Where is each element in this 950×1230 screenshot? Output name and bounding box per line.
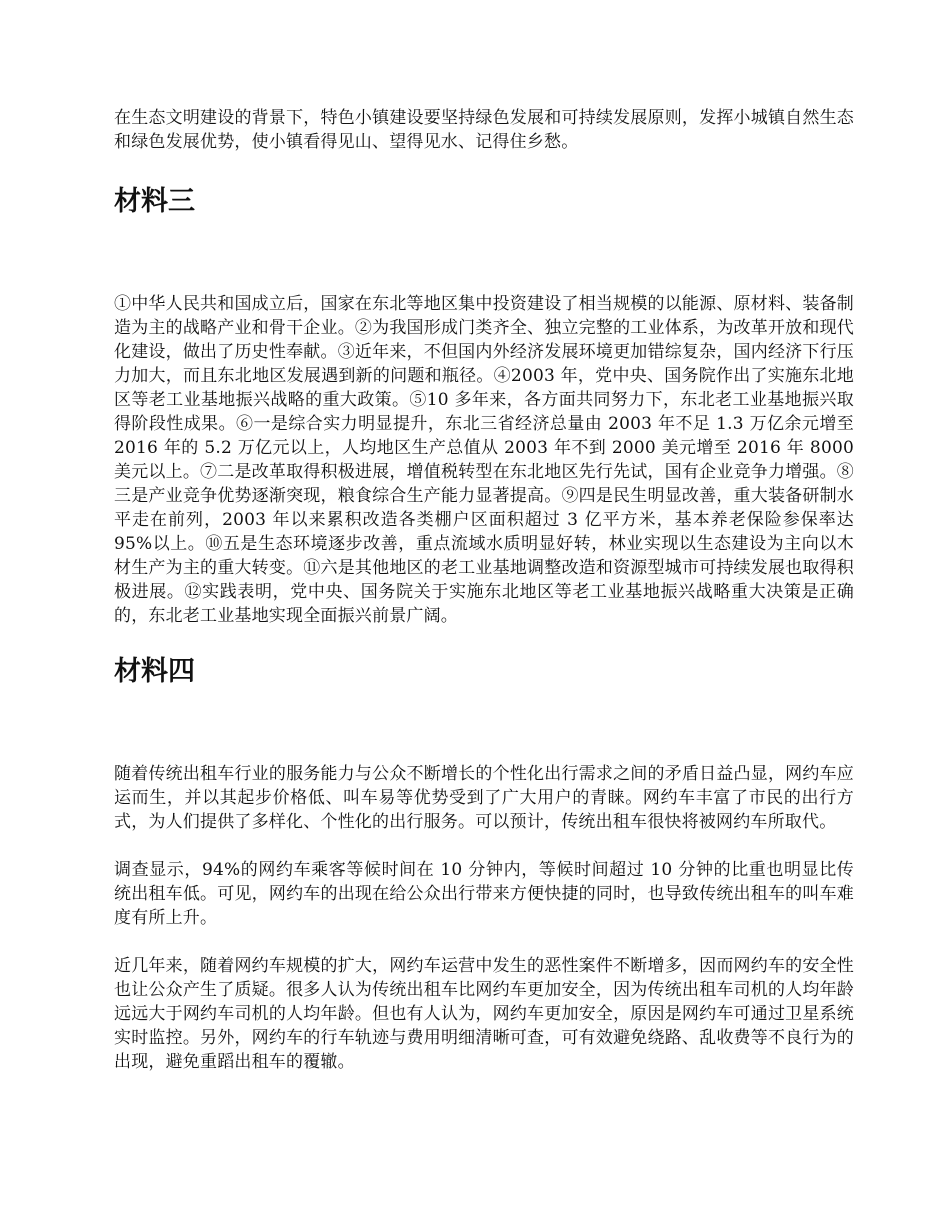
material-4-paragraph-1: 随着传统出租车行业的服务能力与公众不断增长的个性化出行需求之间的矛盾日益凸显，网约车应运而生，并以其起步价格低、叫车易等优势受到了广大用户的青睐。网约车丰富了市民的出行方式，为人们提供了多样化、个性化的出行服务。可以预计，传统出租车很快将被网约车所取代。 xyxy=(114,764,854,832)
material-3-paragraph: ①中华人民共和国成立后，国家在东北等地区集中投资建设了相当规模的以能源、原材料、装备制造为主的战略产业和骨干企业。②为我国形成门类齐全、独立完整的工业体系，为改革开放和现代化建设，做出了历史性奉献。③近年来，不但国内外经济发展环境更加错综复杂，国内经济下行压力加大，而且东北地区发展遇到新的问题和瓶径。④2003 年，党中央、国务院作出了实施东北地区等老工业基地振兴战略的重大政策。⑤10 多年来，各方面共同努力下，东北老工业基地振兴取得阶段性成果。⑥一是综合实力明显提升，东北三省经济总量由 2003 年不足 1.3 万亿余元增至 2016 年的 5.2 万亿元以上，人均地区生产总值从 2003 年不到 2000 美元增至 2016 年 8000 美元以上。⑦二是改革取得积极进展，增值税转型在东北地区先行先试，国有企业竞争力增强。⑧三是产业竞争优势逐渐突现，粮食综合生产能力显著提高。⑨四是民生明显改善，重大装备研制水平走在前列，2003 年以来累积改造各类棚户区面积超过 3 亿平方米，基本养老保险参保率达 95%以上。⑩五是生态环境逐步改善，重点流域水质明显好转，林业实现以生态建设为主向以木材生产为主的重大转变。⑪六是其他地区的老工业基地调整改造和资源型城市可持续发展也取得积极进展。⑫实践表明，党中央、国务院关于实施东北地区等老工业基地振兴战略重大决策是正确的，东北老工业基地实现全面振兴前景广阔。 xyxy=(114,294,854,626)
material-4-paragraph-3: 近几年来，随着网约车规模的扩大，网约车运营中发生的恶性案件不断增多，因而网约车的安全性也让公众产生了质疑。很多人认为传统出租车比网约车更加安全，因为传统出租车司机的人均年龄远远大于网约车司机的人均年龄。但也有人认为，网约车更加安全，原因是网约车可通过卫星系统实时监控。另外，网约车的行车轨迹与费用明细清晰可查，可有效避免绕路、乱收费等不良行为的出现，避免重蹈出租车的覆辙。 xyxy=(114,956,854,1072)
intro-paragraph: 在生态文明建设的背景下，特色小镇建设要坚持绿色发展和可持续发展原则，发挥小城镇自然生态和绿色发展优势，使小镇看得见山、望得见水、记得住乡愁。 xyxy=(114,108,854,152)
material-4-paragraph-2: 调查显示，94%的网约车乘客等候时间在 10 分钟内，等候时间超过 10 分钟的比重也明显比传统出租车低。可见，网约车的出现在给公众出行带来方便快捷的同时，也导致传统出租车的叫车难度有所上升。 xyxy=(114,860,854,928)
document-page xyxy=(114,106,854,1074)
material-4-heading: 材料四 xyxy=(114,656,195,687)
material-3-heading: 材料三 xyxy=(114,186,195,217)
